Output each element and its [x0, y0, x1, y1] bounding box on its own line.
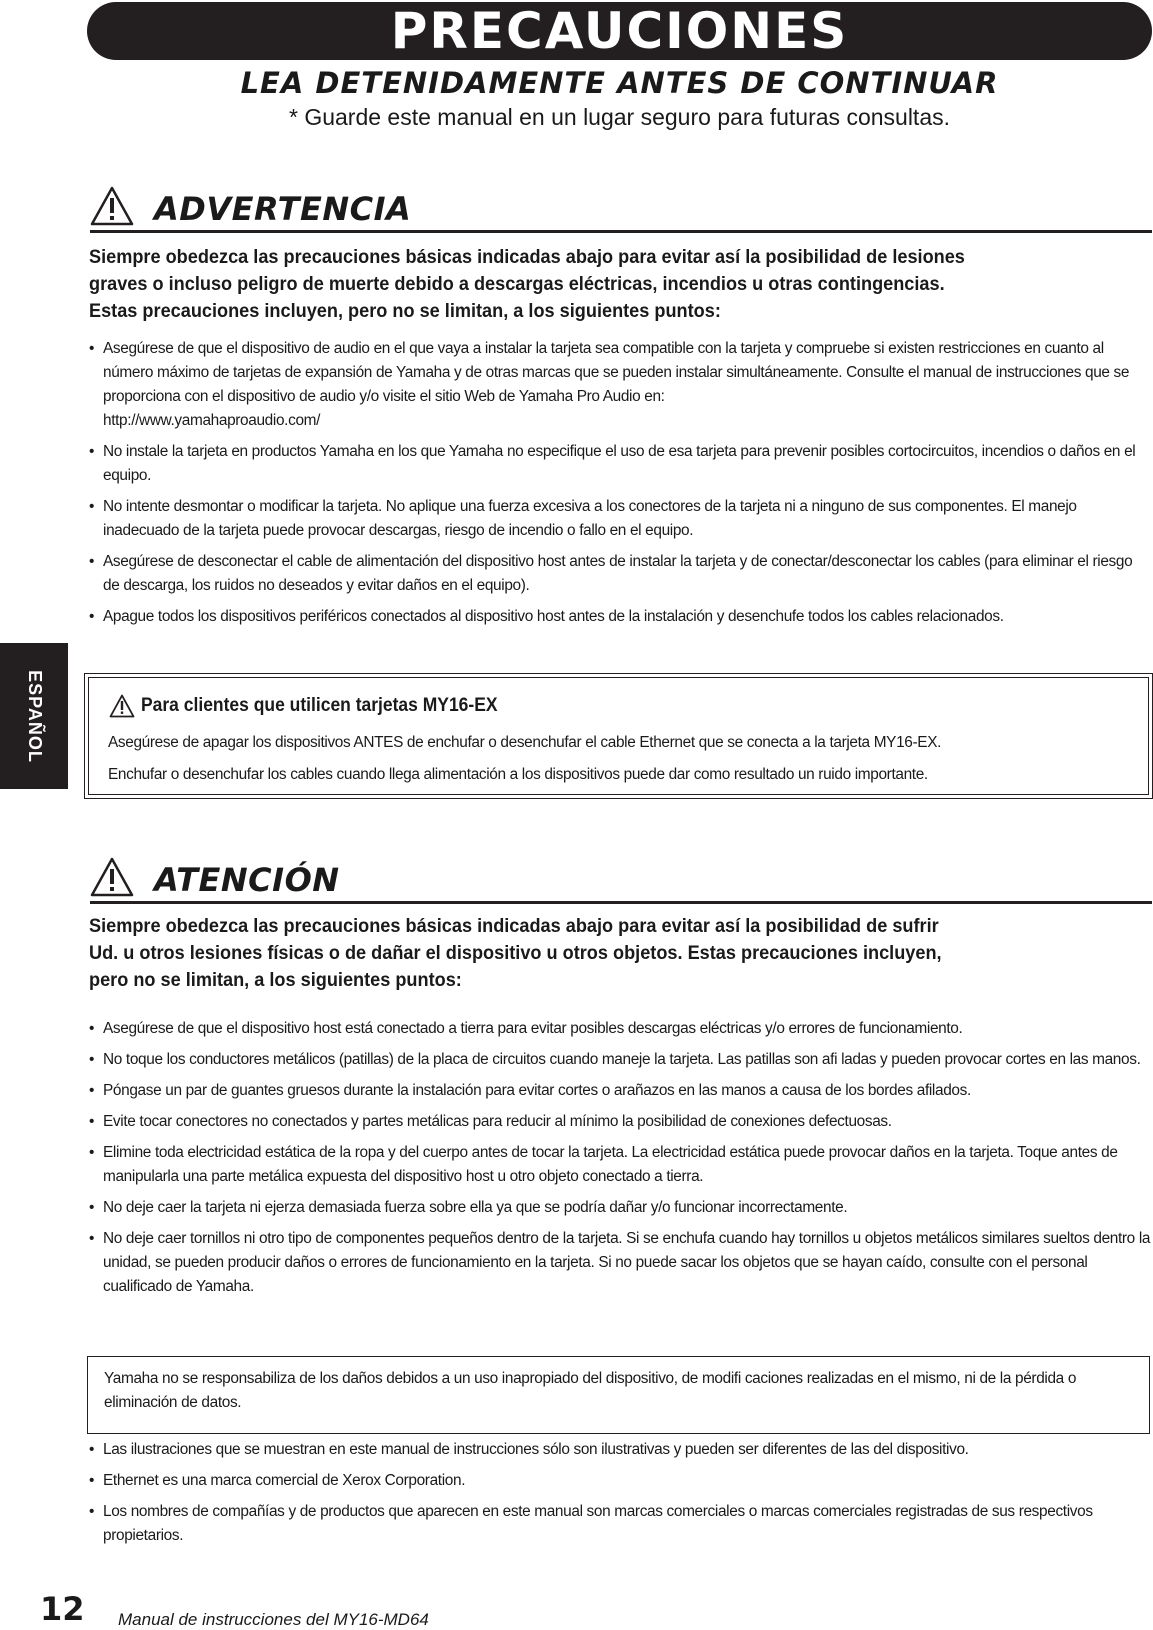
ex-notice-line: Asegúrese de apagar los dispositivos ANTES de enchufar o desenchufar el cable Ethernet que se conecta a la tarjeta MY16-EX. — [108, 734, 942, 751]
title-bar — [87, 2, 1152, 60]
list-item: • Póngase un par de guantes gruesos durante la instalación para evitar cortes o arañazos en las manos a causa de los bordes afilados. — [89, 1079, 1152, 1103]
list-item: • No deje caer tornillos ni otro tipo de componentes pequeños dentro de la tarjeta. Si se enchufa cuando hay tornillos u objetos metálicos similares sueltos dentro la unidad, se pueden producir daños o errores de funcionamiento en la tarjeta. Si no puede sacar los objetos que se hayan caído, consulte con el personal cualificado de Yamaha. — [89, 1227, 1152, 1299]
list-item: • No toque los conductores metálicos (patillas) de la placa de circuitos cuando maneje la tarjeta. Las patillas son afi ladas y pueden provocar cortes en las manos. — [89, 1048, 1152, 1072]
language-tab-label: ESPAÑOL — [24, 669, 45, 763]
warning-lead-line: graves o incluso peligro de muerte debido a descargas eléctricas, incendios u otras contingencias. — [89, 273, 945, 295]
notes-list — [89, 1438, 1152, 1555]
warning-lead-line: Estas precauciones incluyen, pero no se limitan, a los siguientes puntos: — [89, 300, 721, 322]
yamaha-url-link[interactable]: http://www.yamahaproaudio.com/ — [103, 412, 321, 429]
list-item: • No intente desmontar o modificar la tarjeta. No aplique una fuerza excesiva a los conectores de la tarjeta ni a ninguno de sus componentes. El manejo inadecuado de la tarjeta puede provocar descargas, riesgo de incendio o fallo en el equipo. — [89, 495, 1152, 543]
caution-lead-line: Siempre obedezca las precauciones básicas indicadas abajo para evitar así la posibilidad de sufrir — [89, 915, 939, 937]
list-item: • Evite tocar conectores no conectados y partes metálicas para reducir al mínimo la posibilidad de conexiones defectuosas. — [89, 1110, 1152, 1134]
caution-lead-line: Ud. u otros lesiones físicas o de dañar el dispositivo u otros objetos. Estas precauciones incluyen, — [89, 942, 942, 964]
warning-header — [90, 186, 1152, 233]
warning-list — [89, 337, 1152, 636]
caution-list — [89, 1017, 1152, 1306]
list-item: • No instale la tarjeta en productos Yamaha en los que Yamaha no especifique el uso de esa tarjeta para prevenir posibles cortocircuitos, incendios o daños en el equipo. — [89, 440, 1152, 488]
disclaimer-box: Yamaha no se responsabiliza de los daños debidos a un uso inapropiado del dispositivo, de modifi caciones realizadas en el mismo, ni de la pérdida o eliminación de datos. — [87, 1356, 1150, 1434]
page-number: 12 — [40, 1590, 85, 1628]
list-item: • Ethernet es una marca comercial de Xerox Corporation. — [89, 1469, 1152, 1493]
ex-notice-line: Enchufar o desenchufar los cables cuando llega alimentación a los dispositivos puede dar como resultado un ruido importante. — [108, 766, 928, 783]
ex-notice-heading: Para clientes que utilicen tarjetas MY16-EX — [141, 695, 498, 716]
ex-notice-box — [84, 673, 1153, 799]
warning-lead-line: Siempre obedezca las precauciones básicas indicadas abajo para evitar así la posibilidad de lesiones — [89, 246, 965, 268]
caution-heading: ATENCIÓN — [154, 861, 340, 899]
manual-title: Manual de instrucciones del MY16-MD64 — [118, 1610, 429, 1629]
caution-lead-line: pero no se limitan, a los siguientes puntos: — [89, 969, 462, 991]
warning-lead — [89, 244, 1078, 325]
list-item: • Asegúrese de que el dispositivo host está conectado a tierra para evitar posibles descargas eléctricas y/o errores de funcionamiento. — [89, 1017, 1152, 1041]
list-item: • Asegúrese de desconectar el cable de alimentación del dispositivo host antes de instalar la tarjeta y de conectar/desconectar los cables (para eliminar el riesgo de descarga, los ruidos no deseados y evitar daños en el equipo). — [89, 550, 1152, 598]
keep-note: * Guarde este manual en un lugar seguro para futuras consultas. — [288, 104, 950, 130]
list-item — [89, 337, 1152, 433]
language-tab — [0, 643, 68, 789]
warning-triangle-icon — [90, 857, 134, 897]
subtitle: LEA DETENIDAMENTE ANTES DE CONTINUAR — [240, 66, 999, 100]
list-item: • Elimine toda electricidad estática de la ropa y del cuerpo antes de tocar la tarjeta. La electricidad estática puede provocar daños en la tarjeta. Toque antes de manipularla una parte metálica expuesta del dispositivo host u otro objeto conectado a tierra. — [89, 1141, 1152, 1189]
warning-triangle-icon — [109, 694, 135, 718]
caution-header — [90, 857, 1152, 904]
warning-triangle-icon — [90, 186, 134, 226]
warning-heading: ADVERTENCIA — [154, 190, 412, 228]
list-item-text: Asegúrese de que el dispositivo de audio en el que vaya a instalar la tarjeta sea compatible con la tarjeta y compruebe si existen restricciones en cuanto al número máximo de tarjetas de expansión de Yamaha y de otras marcas que se pueden instalar simultáneamente. Consulte el manual de instrucciones que se proporciona con el dispositivo de audio y/o visite el sitio Web de Yamaha Pro Audio en: — [103, 340, 1130, 405]
list-item: • Las ilustraciones que se muestran en este manual de instrucciones sólo son ilustrativas y pueden ser diferentes de las del dispositivo. — [89, 1438, 1152, 1462]
list-item: • Apague todos los dispositivos periféricos conectados al dispositivo host antes de la instalación y desenchufe todos los cables relacionados. — [89, 605, 1152, 629]
ex-notice-header — [109, 694, 529, 718]
caution-lead — [89, 913, 1078, 994]
page-title: PRECAUCIONES — [390, 2, 849, 60]
list-item: • Los nombres de compañías y de productos que aparecen en este manual son marcas comerciales o marcas comerciales registradas de sus respectivos propietarios. — [89, 1500, 1152, 1548]
list-item: • No deje caer la tarjeta ni ejerza demasiada fuerza sobre ella ya que se podría dañar y/o funcionar incorrectamente. — [89, 1196, 1152, 1220]
